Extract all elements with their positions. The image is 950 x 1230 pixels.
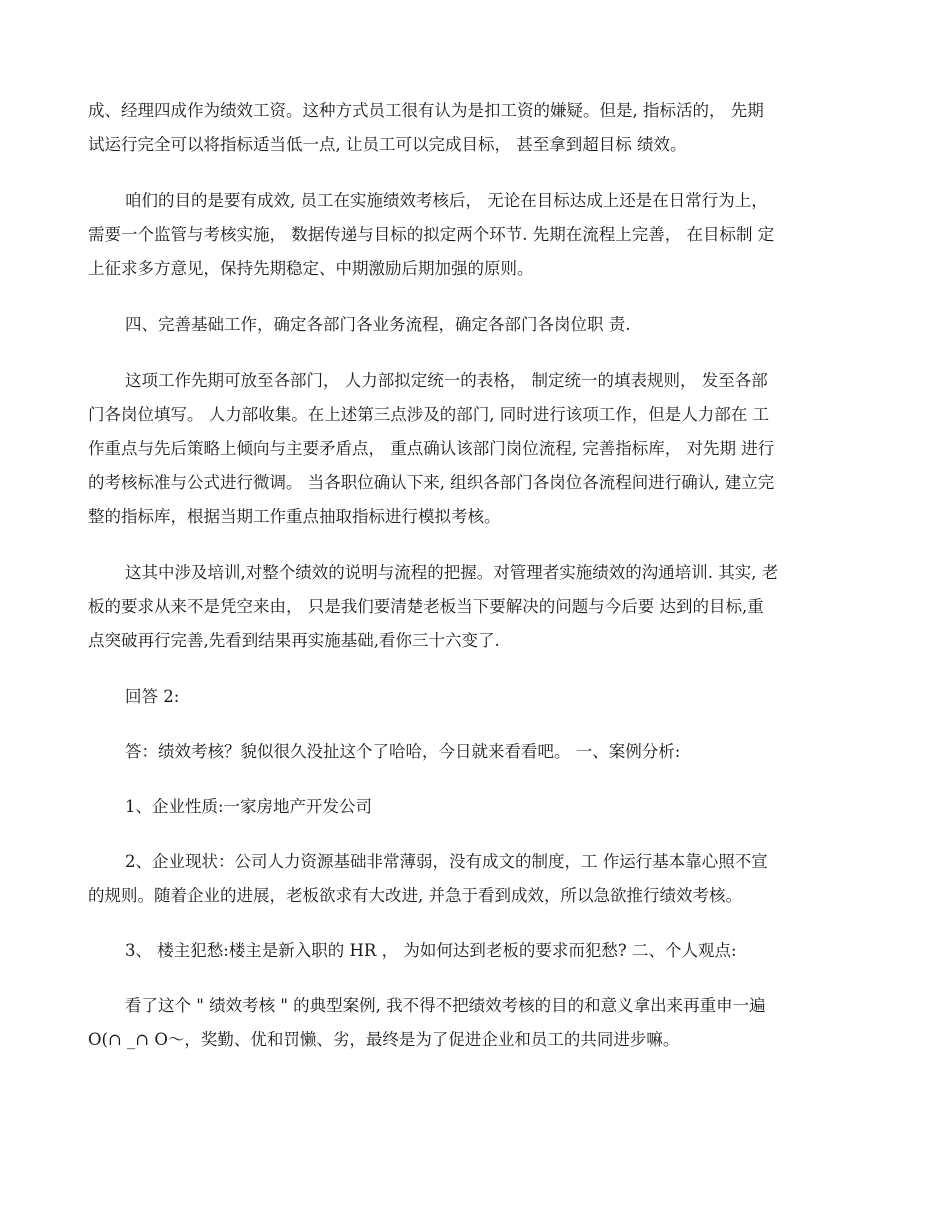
text-line: 2、企业现状：公司人力资源基础非常薄弱，没有成文的制度，工 作运行基本靠心照不宣 — [125, 852, 768, 871]
paragraph-goals — [88, 184, 860, 286]
answer-intro — [88, 735, 860, 769]
text-line: 需要一个监管与考核实施， 数据传递与目标的拟定两个环节. 先期在流程上完善， 在目标制 定 — [88, 225, 775, 244]
text-line: 四、完善基础工作，确定各部门各业务流程，确定各部门各岗位职 责. — [125, 315, 631, 334]
text-line: 作重点与先后策略上倾向与主要矛盾点， 重点确认该部门岗位流程, 完善指标库， 对先期 进行 — [88, 439, 775, 458]
list-item-status — [88, 845, 860, 913]
paragraph-opinion — [88, 989, 860, 1057]
text-line: 整的指标库，根据当期工作重点抽取指标进行模拟考核。 — [88, 507, 501, 526]
text-line: 门各岗位填写。 人力部收集。在上述第三点涉及的部门, 同时进行该项工作，但是人力部在 工 — [88, 405, 769, 424]
text-line: 点突破再行完善,先看到结果再实施基础,看你三十六变了. — [88, 631, 500, 650]
text-line: 这项工作先期可放至各部门， 人力部拟定统一的表格， 制定统一的填表规则， 发至各部 — [125, 371, 768, 390]
list-item-problem — [88, 934, 860, 968]
text-line: 答：绩效考核？貌似很久没扯这个了哈哈，今日就来看看吧。 一、案例分析: — [125, 742, 681, 761]
list-item-nature — [88, 790, 860, 824]
text-line: 回答 2: — [125, 687, 180, 706]
text-line: 试运行完全可以将指标适当低一点, 让员工可以完成目标， 甚至拿到超目标 绩效。 — [88, 135, 687, 154]
text-line: 的规则。随着企业的进展，老板欲求有大改进, 并急于看到成效，所以急欲推行绩效考核。 — [88, 886, 742, 905]
text-line: 板的要求从来不是凭空来由， 只是我们要清楚老板当下要解决的问题与今后要 达到的目标,重 — [88, 597, 764, 616]
text-line: 的考核标准与公式进行微调。 当各职位确认下来, 组织各部门各岗位各流程间进行确认, 建立完 — [88, 473, 775, 492]
text-line: 看了这个 " 绩效考核 " 的典型案例, 我不得不把绩效考核的目的和意义拿出来再重申一遍 — [125, 996, 766, 1015]
text-line: 咱们的目的是要有成效, 员工在实施绩效考核后， 无论在目标达成上还是在日常行为上， — [125, 191, 768, 210]
section-heading-four — [88, 308, 860, 342]
answer-label — [88, 680, 860, 714]
text-line: 1、企业性质:一家房地产开发公司 — [125, 797, 373, 816]
paragraph-process — [88, 364, 860, 534]
text-line: O(∩ _∩ O～，奖勤、优和罚懒、劣，最终是为了促进企业和员工的共同进步嘛。 — [88, 1030, 680, 1049]
paragraph-continuation — [88, 94, 860, 162]
text-line: 这其中涉及培训,对整个绩效的说明与流程的把握。对管理者实施绩效的沟通培训. 其实, 老 — [125, 563, 779, 582]
text-line: 3、 楼主犯愁:楼主是新入职的 HR ， 为如何达到老板的要求而犯愁? 二、个人观点: — [125, 941, 737, 960]
text-line: 上征求多方意见，保持先期稳定、中期激励后期加强的原则。 — [88, 259, 534, 278]
text-line: 成、经理四成作为绩效工资。这种方式员工很有认为是扣工资的嫌疑。但是, 指标活的， 先期 — [88, 101, 764, 120]
paragraph-training — [88, 556, 860, 658]
